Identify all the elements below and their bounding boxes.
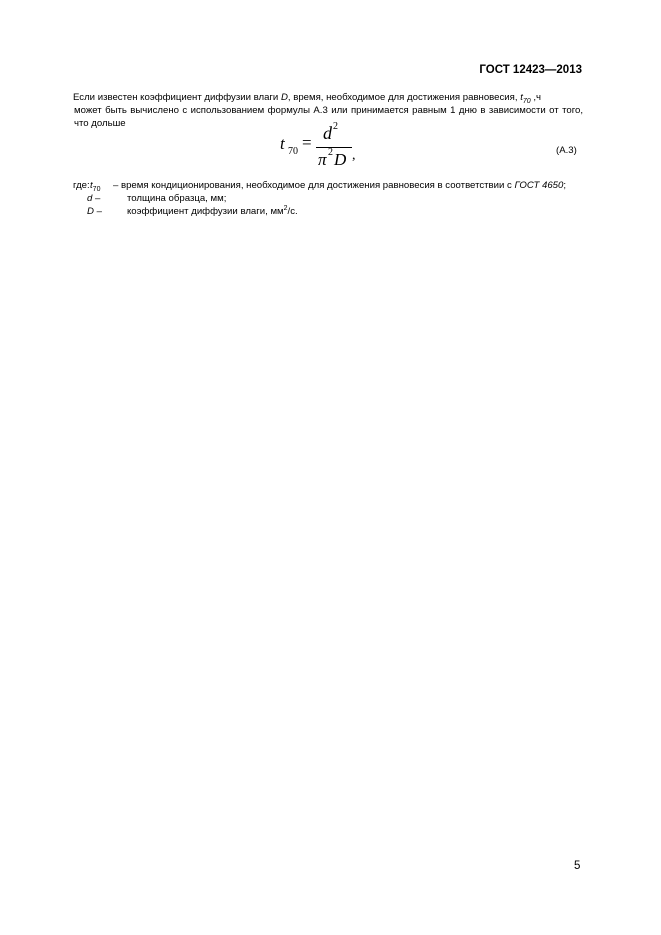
- paragraph-line-3: что дольше: [74, 118, 126, 129]
- formula-comma: ,: [352, 148, 356, 163]
- formula-equals: =: [302, 133, 312, 152]
- formula-lhs-var: t: [280, 134, 285, 153]
- formula-numerator-exponent: 2: [333, 121, 338, 132]
- paragraph-line-2: может быть вычислено с использованием формулы А.3 или принимается равным 1 дню в зависимости от того,: [74, 105, 583, 116]
- document-code: ГОСТ 12423—2013: [479, 64, 582, 76]
- legend-item-d-text: толщина образца, мм;: [127, 193, 227, 204]
- formula-numerator-var: d: [323, 123, 332, 143]
- legend-item-d-symbol: d –: [87, 193, 101, 204]
- legend-item-t70: $t_{70}$: [90, 180, 101, 193]
- formula-denominator-exponent: 2: [328, 147, 333, 158]
- legend-item-D-text: коэффициент диффузии влаги, $мм^2/с$.: [127, 204, 298, 217]
- formula-lhs-subscript: 70: [288, 146, 298, 157]
- legend-item-t70-text: – время кондиционирования, необходимое для достижения равновесия в соответствии с ГОСТ 4650;: [113, 180, 567, 191]
- page-number: 5: [574, 860, 581, 872]
- formula-denominator-var: D: [334, 150, 347, 169]
- legend-where-label: где:: [73, 180, 90, 191]
- formula-number: (А.3): [556, 145, 577, 156]
- formula-denominator-pi: π: [318, 150, 327, 169]
- paragraph-line-1: Если известен коэффициент диффузии влаги D, время, необходимое для достижения равновесия, $t_{70}$ ,ч: [73, 92, 541, 105]
- legend-item-D-symbol: D –: [87, 206, 102, 217]
- formula-fraction-bar: [316, 147, 352, 148]
